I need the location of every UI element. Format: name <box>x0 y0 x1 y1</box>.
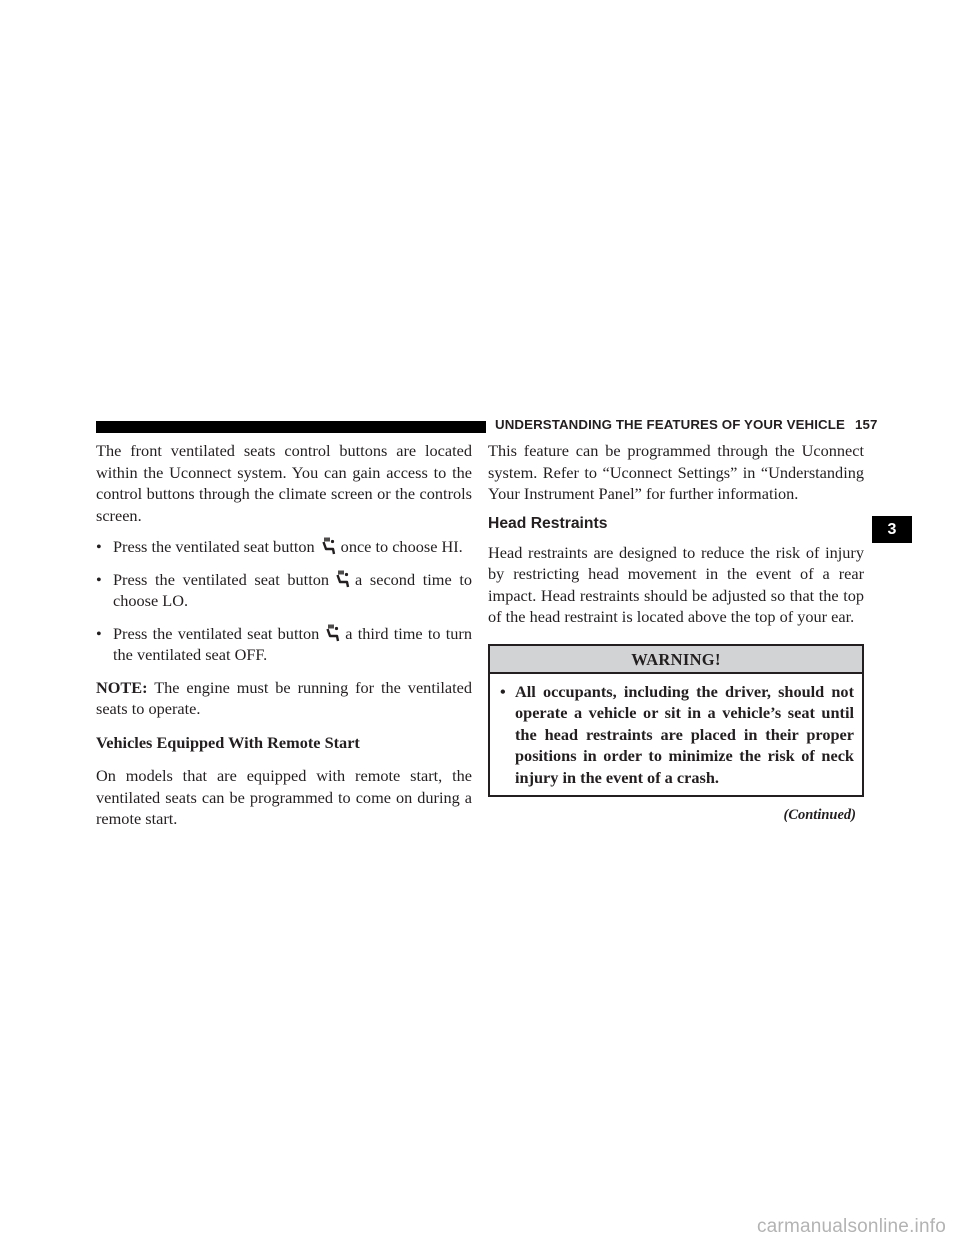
step-text-before: Press the ventilated seat button <box>113 569 329 589</box>
header-bar <box>96 421 486 433</box>
bullet-glyph: • <box>96 569 102 589</box>
warning-item <box>500 681 854 789</box>
step-text-after: once to choose HI. <box>340 537 463 556</box>
running-header <box>495 417 877 432</box>
list-item <box>96 536 472 558</box>
list-item <box>96 569 472 612</box>
remote-start-paragraph: On models that are equipped with remote start, the ventilated seats can be programmed to come on during a remote start. <box>96 766 472 828</box>
ventilated-seat-icon <box>325 624 341 642</box>
ventilated-seat-icon <box>321 537 337 555</box>
remote-start-subheading: Vehicles Equipped With Remote Start <box>96 732 360 752</box>
warning-title: WARNING! <box>490 646 862 674</box>
step-text-before: Press the ventilated seat button <box>113 537 315 556</box>
section-heading-head-restraints: Head Restraints <box>488 514 608 532</box>
watermark: carmanualsonline.info <box>756 1216 946 1237</box>
bullet-glyph: • <box>96 623 102 643</box>
intro-paragraph: The front ventilated seats control buttons are located within the Uconnect system. You can gain access to the control buttons through the climate screen or the controls screen. <box>96 441 472 525</box>
note-label: NOTE: <box>96 677 148 697</box>
bullet-glyph: • <box>96 537 102 556</box>
ventilated-seat-steps <box>96 536 472 666</box>
header-title: UNDERSTANDING THE FEATURES OF YOUR VEHICLE <box>495 417 845 432</box>
chapter-tab: 3 <box>872 516 912 543</box>
warning-box <box>488 644 864 798</box>
right-column <box>488 440 864 827</box>
note-text: The engine must be running for the ventilated seats to operate. <box>96 677 473 718</box>
continued-label: (Continued) <box>783 807 856 823</box>
step-text-after: a third time to turn the ventilated seat OFF. <box>113 623 472 664</box>
bullet-glyph: • <box>500 681 506 701</box>
step-text-after: a second time to choose LO. <box>113 569 472 610</box>
warning-body <box>490 674 862 796</box>
page-number: 157 <box>854 417 878 432</box>
ventilated-seat-icon <box>335 570 351 588</box>
head-restraints-paragraph: Head restraints are designed to reduce the risk of injury by restricting head movement in the event of a rear impact. Head restraints should be adjusted so that the top of the head restraint is located above the top of your ear. <box>488 542 864 626</box>
step-text-before: Press the ventilated seat button <box>113 623 320 643</box>
note-paragraph <box>96 677 472 720</box>
list-item <box>96 623 472 666</box>
warning-item-text: All occupants, including the driver, should not operate a vehicle or sit in a vehicle’s seat until the head restraints are placed in their proper positions in order to minimize the risk of neck injury in the event of a crash. <box>515 681 854 787</box>
programming-paragraph: This feature can be programmed through the Uconnect system. Refer to “Uconnect Settings” in “Understanding Your Instrument Panel” for further information. <box>488 441 864 503</box>
left-column <box>96 440 472 830</box>
